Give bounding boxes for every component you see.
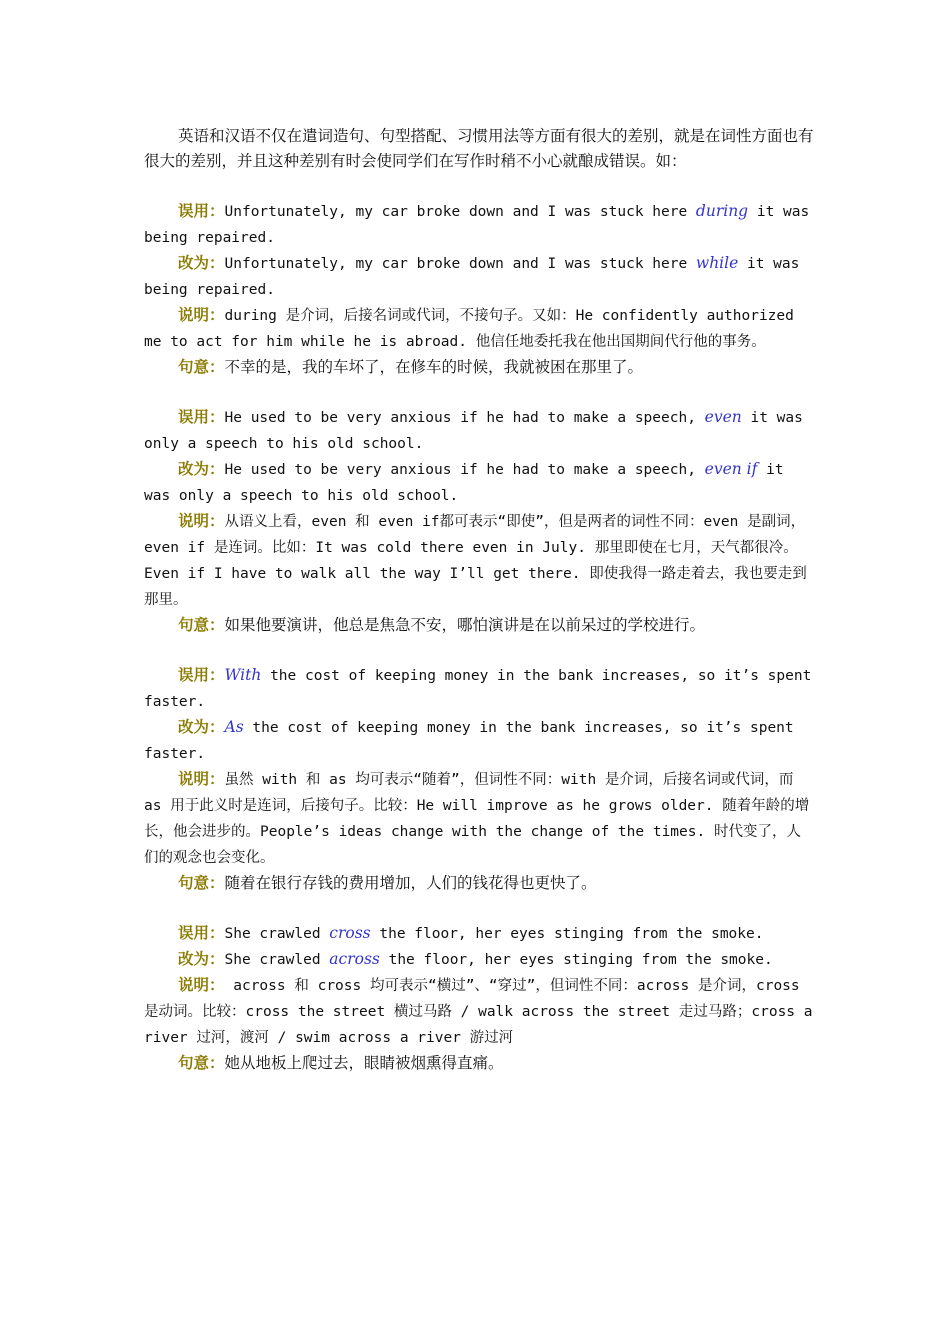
wrong-keyword: during xyxy=(695,202,749,220)
fixed-usage: 改为：He used to be very anxious if he had to make a speech, even if it was only a speech to his old school. xyxy=(144,460,784,504)
meaning-label: 句意： xyxy=(178,616,225,634)
wrong-label: 误用： xyxy=(178,202,225,220)
meaning-label: 句意： xyxy=(178,874,225,892)
explain-label: 说明： xyxy=(178,512,225,530)
explain-label: 说明： xyxy=(178,306,225,324)
explain-label: 说明： xyxy=(178,976,225,994)
fixed-label: 改为： xyxy=(178,950,225,968)
wrong-usage: 误用：Unfortunately, my car broke down and I was stuck here during it was being repaired. xyxy=(144,202,810,246)
meaning: 句意：她从地板上爬过去，眼睛被烟熏得直痛。 xyxy=(178,1054,504,1072)
wrong-usage: 误用：She crawled cross the floor, her eyes stinging from the smoke. xyxy=(178,924,764,942)
intro-paragraph: 英语和汉语不仅在遣词造句、句型搭配、习惯用法等方面有很大的差别，就是在词性方面也有很大的差别，并且这种差别有时会使同学们在写作时稍不小心就酿成错误。如： xyxy=(144,127,814,170)
wrong-label: 误用： xyxy=(178,666,225,684)
explain-label: 说明： xyxy=(178,770,225,788)
entry-2 xyxy=(144,405,814,638)
wrong-keyword: With xyxy=(224,666,262,684)
fixed-keyword: while xyxy=(695,254,739,272)
fixed-label: 改为： xyxy=(178,254,225,272)
fixed-label: 改为： xyxy=(178,460,225,478)
document-page xyxy=(144,124,814,1076)
explanation: 说明：从语义上看，even 和 even if都可表示“即使”，但是两者的词性不同：even 是副词，even if 是连词。比如：It was cold there even in July. 那里即使在七月，天气都很冷。Even if I have to walk all the way I’ll get there. 即使我得一路走着去，我也要走到那里。 xyxy=(144,512,807,608)
fixed-usage: 改为：As the cost of keeping money in the bank increases, so it’s spent faster. xyxy=(144,718,794,762)
fixed-keyword: across xyxy=(329,950,380,968)
entry-4 xyxy=(144,921,814,1076)
wrong-keyword: even xyxy=(704,408,742,426)
fixed-keyword: even if xyxy=(704,460,758,478)
meaning: 句意：随着在银行存钱的费用增加，人们的钱花得也更快了。 xyxy=(178,874,597,892)
meaning-label: 句意： xyxy=(178,1054,225,1072)
explanation: 说明：during 是介词，后接名词或代词，不接句子。又如：He confidently authorized me to act for him while he is abroad. 他信任地委托我在他出国期间代行他的事务。 xyxy=(144,306,794,350)
wrong-usage: 误用：With the cost of keeping money in the bank increases, so it’s spent faster. xyxy=(144,666,812,710)
fixed-label: 改为： xyxy=(178,718,225,736)
wrong-label: 误用： xyxy=(178,408,225,426)
wrong-keyword: cross xyxy=(329,924,371,942)
fixed-usage: 改为：She crawled across the floor, her eyes stinging from the smoke. xyxy=(178,950,773,968)
meaning: 句意：不幸的是，我的车坏了，在修车的时候，我就被困在那里了。 xyxy=(178,358,644,376)
entry-3 xyxy=(144,663,814,896)
wrong-usage: 误用：He used to be very anxious if he had to make a speech, even it was only a speech to his old school. xyxy=(144,408,803,452)
fixed-usage: 改为：Unfortunately, my car broke down and I was stuck here while it was being repaired. xyxy=(144,254,800,298)
wrong-label: 误用： xyxy=(178,924,225,942)
meaning: 句意：如果他要演讲，他总是焦急不安，哪怕演讲是在以前呆过的学校进行。 xyxy=(178,616,706,634)
explanation: 说明：虽然 with 和 as 均可表示“随着”，但词性不同：with 是介词，后接名词或代词，而 as 用于此义时是连词，后接句子。比较：He will improve as he grows older. 随着年龄的增长，他会进步的。People’s ideas change with the change of the times. 时代变了，人们的观念也会变化。 xyxy=(144,770,810,866)
meaning-label: 句意： xyxy=(178,358,225,376)
entry-1 xyxy=(144,199,814,380)
fixed-keyword: As xyxy=(224,718,244,736)
explanation: 说明： across 和 cross 均可表示“横过”、“穿过”，但词性不同：across 是介词，cross 是动词。比较：cross the street 横过马路 / walk across the street 走过马路；cross a river 过河，渡河 / swim across a river 游过河 xyxy=(144,976,813,1046)
